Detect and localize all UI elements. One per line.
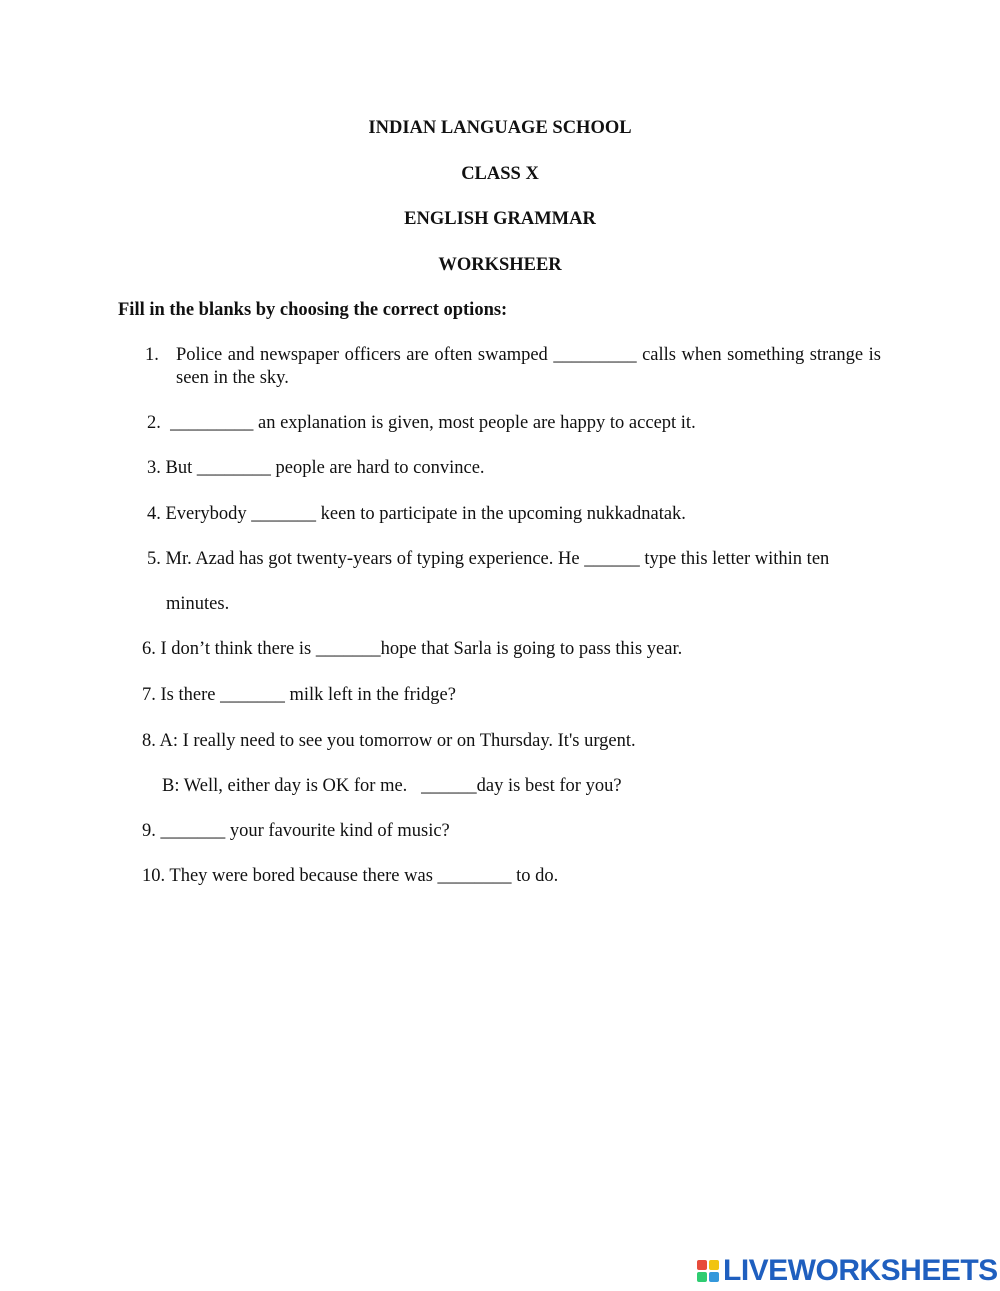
logo-tile (697, 1260, 707, 1270)
question-5: 5. Mr. Azad has got twenty-years of typing experience. He ______ type this letter within ten (147, 549, 830, 569)
question-5-continuation: minutes. (166, 594, 230, 614)
liveworksheets-logo (697, 1256, 998, 1286)
school-name: INDIAN LANGUAGE SCHOOL (368, 118, 632, 138)
question-7: 7. Is there _______ milk left in the fridge? (142, 685, 456, 705)
sheet-title: WORKSHEER (438, 255, 562, 275)
question-2: 2. _________ an explanation is given, most people are happy to accept it. (147, 413, 696, 433)
logo-tile (697, 1272, 707, 1282)
logo-tile (709, 1260, 719, 1270)
subject-title: ENGLISH GRAMMAR (404, 209, 596, 229)
instructions: Fill in the blanks by choosing the correct options: (118, 300, 508, 320)
logo-tile (709, 1272, 719, 1282)
question-10: 10. They were bored because there was ________ to do. (142, 866, 559, 886)
question-text: Police and newspaper officers are often swamped _________ calls when something strange is seen in the sky. (176, 345, 881, 388)
question-6: 6. I don’t think there is _______hope that Sarla is going to pass this year. (142, 639, 683, 659)
class-label: CLASS X (461, 164, 539, 184)
question-3: 3. But ________ people are hard to convince. (147, 458, 485, 478)
question-number: 1. (145, 345, 159, 365)
logo-icon (697, 1260, 719, 1282)
question-9: 9. _______ your favourite kind of music? (142, 821, 450, 841)
question-1 (145, 344, 881, 390)
brand-name: LIVEWORKSHEETS (723, 1254, 998, 1287)
question-8: 8. A: I really need to see you tomorrow or on Thursday. It's urgent. (142, 731, 636, 751)
question-8-response: B: Well, either day is OK for me. ______day is best for you? (162, 776, 622, 796)
question-4: 4. Everybody _______ keen to participate in the upcoming nukkadnatak. (147, 504, 686, 524)
